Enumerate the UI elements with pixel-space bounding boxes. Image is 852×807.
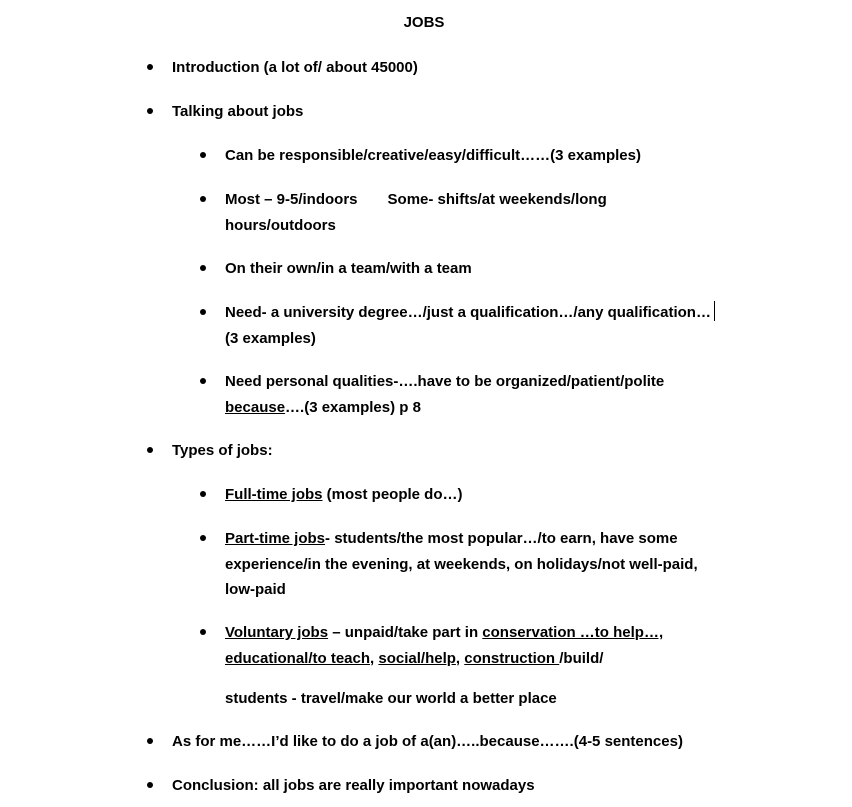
voluntary-label: Voluntary jobs [225,624,329,641]
bullet-icon [200,378,206,384]
bullet-icon [200,265,206,271]
list-item-conclusion: Conclusion: all jobs are really important nowadays [172,777,535,794]
list-item-types-of-jobs: Types of jobs: [172,442,273,459]
full-time-desc: (most people do…) [322,486,463,503]
bullet-icon [147,108,153,114]
degree-text: Need- a university degree…/just a qualification…/any qualification… [225,304,711,321]
qualities-examples: ….(3 examples) p 8 [285,399,421,416]
sub-item-degree [225,300,715,326]
bullet-icon [200,491,206,497]
sub-item-team: On their own/in a team/with a team [225,260,472,277]
bullet-icon [200,309,206,315]
because-underlined: because [225,399,286,416]
sub-item-voluntary-students: students - travel/make our world a better place [225,690,557,707]
conservation-underlined: conservation …to help…, [482,624,664,641]
sub-item-part-time-cont2: low-paid [225,581,286,598]
part-time-desc: - students/the most popular…/to earn, have some [325,530,678,547]
sub-item-voluntary-cont [225,646,603,672]
page-title: JOBS [403,14,445,31]
voluntary-desc: – unpaid/take part in [328,624,483,641]
bullet-icon [200,535,206,541]
full-time-label: Full-time jobs [225,486,323,503]
bullet-icon [147,782,153,788]
comma-separator: , [455,650,465,667]
sub-item-hours-cont: hours/outdoors [225,217,336,234]
sub-item-hours [225,187,607,213]
part-time-label: Part-time jobs [225,530,326,547]
sub-item-part-time-cont: experience/in the evening, at weekends, on holidays/not well-paid, [225,556,698,573]
list-item-as-for-me: As for me……I’d like to do a job of a(an)…..because…….(4-5 sentences) [172,733,683,750]
sub-item-full-time [225,482,463,508]
bullet-icon [147,738,153,744]
construction-underlined: construction [464,650,560,667]
sub-item-qualities-cont [225,395,421,421]
educational-underlined: educational/to teach, [225,650,375,667]
bullet-icon [147,64,153,70]
text-cursor [714,301,715,321]
sub-item-degree-cont: (3 examples) [225,330,316,347]
build-text: /build/ [559,650,604,667]
sub-item-voluntary [225,620,663,646]
sub-item-part-time [225,526,678,552]
bullet-icon [200,629,206,635]
bullet-icon [200,152,206,158]
sub-item-responsible: Can be responsible/creative/easy/difficult……(3 examples) [225,147,641,164]
bullet-icon [200,196,206,202]
sub-item-qualities: Need personal qualities-….have to be organized/patient/polite [225,373,665,390]
hours-most: Most – 9-5/indoors [225,191,358,208]
list-item-introduction: Introduction (a lot of/ about 45000) [172,59,418,76]
list-item-talking-about-jobs: Talking about jobs [172,103,304,120]
bullet-icon [147,447,153,453]
social-underlined: social/help [378,650,456,667]
hours-some: Some- shifts/at weekends/long [387,191,607,208]
